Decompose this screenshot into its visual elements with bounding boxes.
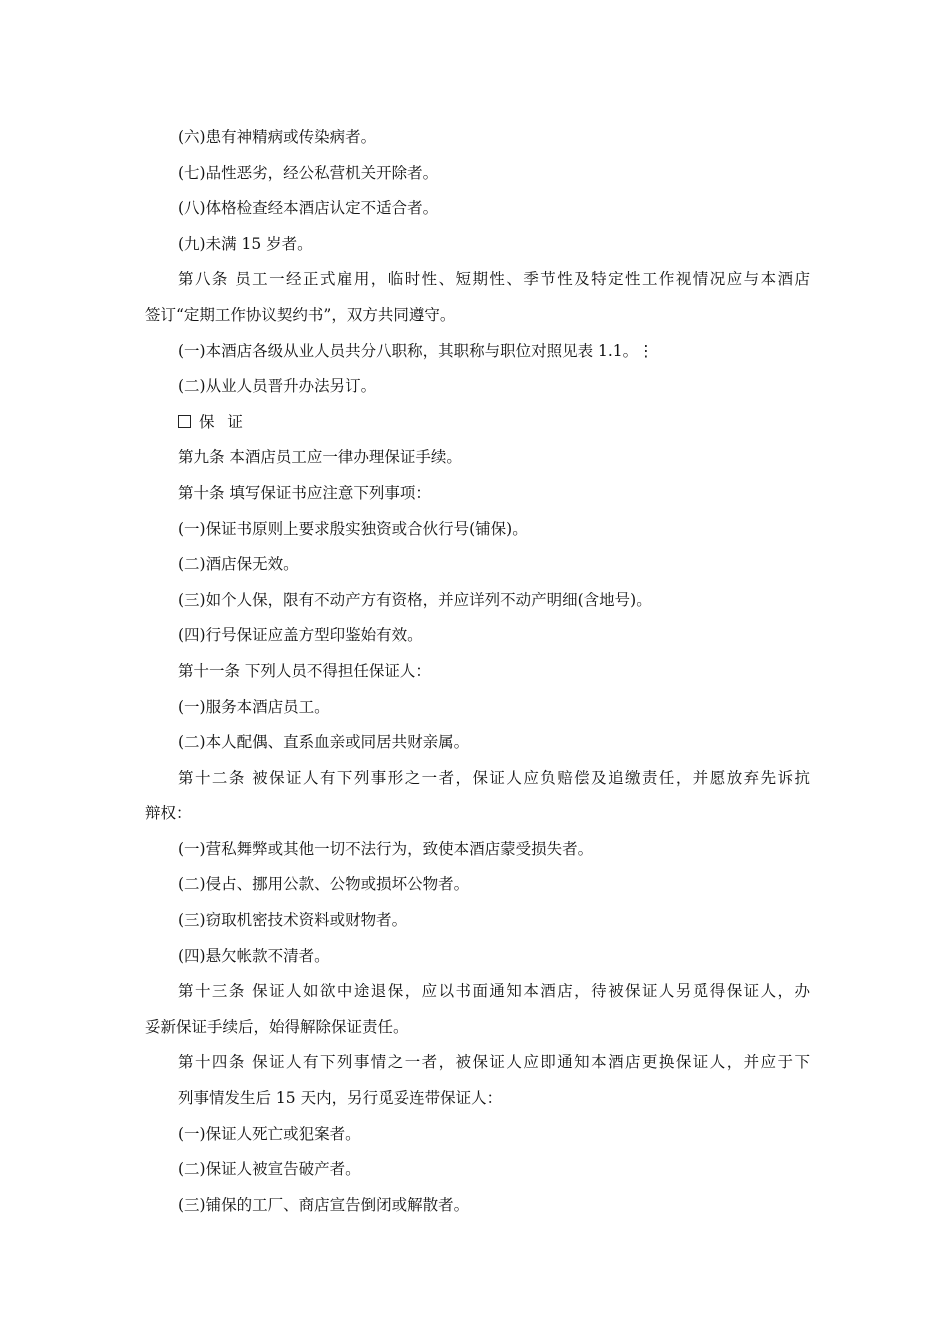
clause-item: (一)本酒店各级从业人员共分八职称，其职称与职位对照见表 1.1。⋮ bbox=[178, 341, 654, 360]
clause-item: (二)保证人被宣告破产者。 bbox=[178, 1160, 361, 1179]
section-heading-guarantee bbox=[145, 405, 810, 441]
document-body bbox=[145, 120, 810, 1223]
clause-item: (四)行号保证应盖方型印鉴始有效。 bbox=[178, 626, 423, 645]
clause-item: (一)保证书原则上要求殷实独资或合伙行号(铺保)。 bbox=[178, 519, 528, 538]
clause-item: (九)未满 15 岁者。 bbox=[178, 234, 313, 253]
clause-item: (二)从业人员晋升办法另订。 bbox=[178, 377, 377, 396]
article-12: 第十二条 被保证人有下列事形之一者，保证人应负赔偿及追缴责任，并愿放弃先诉抗 bbox=[178, 768, 810, 787]
article-12-continuation: 辩权： bbox=[145, 804, 192, 823]
clause-item: (二)本人配偶、直系血亲或同居共财亲属。 bbox=[178, 733, 470, 752]
article-8-continuation: 签订“定期工作协议契约书”，双方共同遵守。 bbox=[145, 305, 456, 324]
article-8: 第八条 员工一经正式雇用，临时性、短期性、季节性及特定性工作视情况应与本酒店 bbox=[178, 270, 810, 289]
clause-item: (一)保证人死亡或犯案者。 bbox=[178, 1124, 361, 1143]
clause-item: (四)悬欠帐款不清者。 bbox=[178, 946, 330, 965]
section-heading-text: 保 证 bbox=[199, 412, 247, 431]
clause-item: (三)铺保的工厂、商店宣告倒闭或解散者。 bbox=[178, 1195, 470, 1214]
clause-item: (八)体格检查经本酒店认定不适合者。 bbox=[178, 199, 439, 218]
clause-item: (二)酒店保无效。 bbox=[178, 555, 299, 574]
clause-item: (一)服务本酒店员工。 bbox=[178, 697, 330, 716]
article-10: 第十条 填写保证书应注意下列事项： bbox=[178, 483, 431, 502]
clause-item: (三)窃取机密技术资料或财物者。 bbox=[178, 911, 408, 930]
article-11: 第十一条 下列人员不得担任保证人： bbox=[178, 661, 431, 680]
checkbox-square-icon bbox=[178, 415, 191, 428]
clause-item: (三)如个人保，限有不动产方有资格，并应详列不动产明细(含地号)。 bbox=[178, 590, 652, 609]
clause-item: (一)营私舞弊或其他一切不法行为，致使本酒店蒙受损失者。 bbox=[178, 839, 594, 858]
article-14: 第十四条 保证人有下列事情之一者，被保证人应即通知本酒店更换保证人，并应于下 bbox=[178, 1053, 810, 1072]
article-13-continuation: 妥新保证手续后，始得解除保证责任。 bbox=[145, 1017, 409, 1036]
article-14-continuation: 列事情发生后 15 天内，另行觅妥连带保证人： bbox=[178, 1089, 503, 1108]
clause-item: (六)患有神精病或传染病者。 bbox=[178, 128, 377, 146]
clause-item: (七)品性恶劣，经公私营机关开除者。 bbox=[178, 163, 439, 182]
article-9: 第九条 本酒店员工应一律办理保证手续。 bbox=[178, 448, 462, 467]
clause-item: (二)侵占、挪用公款、公物或损坏公物者。 bbox=[178, 875, 470, 894]
article-13: 第十三条 保证人如欲中途退保，应以书面通知本酒店，待被保证人另觅得保证人，办 bbox=[178, 982, 810, 1001]
